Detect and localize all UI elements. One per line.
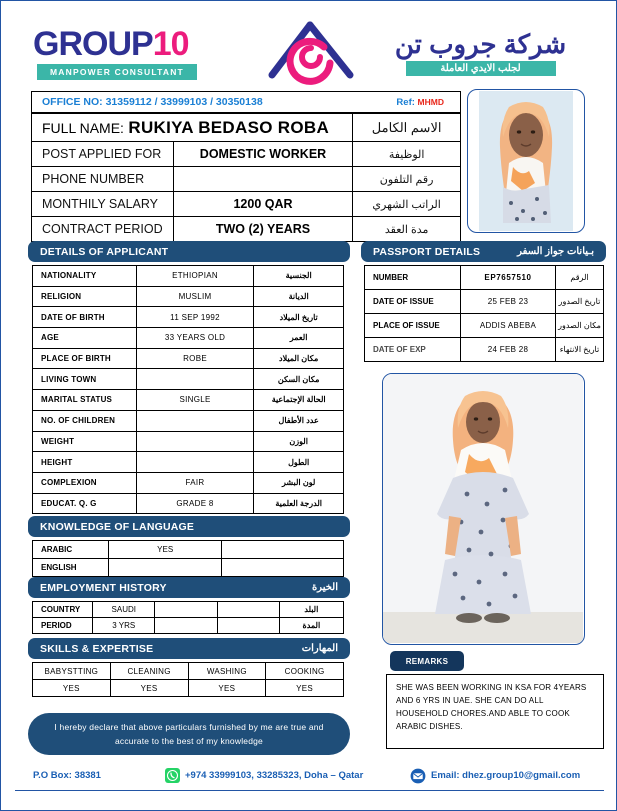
skill-value: YES	[266, 680, 344, 697]
pobox-text: P.O Box: 38381	[33, 770, 101, 781]
employment-label: PERIOD	[33, 618, 93, 634]
section-header-language	[28, 516, 350, 537]
detail-label: RELIGION	[33, 286, 137, 307]
table-row	[33, 410, 344, 431]
employment-value: 3 YRS	[93, 618, 155, 634]
table-row	[365, 266, 604, 290]
employment-arabic: البلد	[279, 602, 343, 618]
fullname-value: RUKIYA BEDASO ROBA	[128, 117, 330, 137]
detail-arabic: الديانة	[254, 286, 344, 307]
detail-value: FAIR	[136, 472, 254, 493]
detail-value: 11 SEP 1992	[136, 307, 254, 328]
full-body-photo	[382, 373, 585, 645]
table-row	[33, 618, 344, 634]
remarks-text: SHE WAS BEEN WORKING IN KSA FOR 4YEARS AND 6 YRS IN UAE. SHE CAN DO ALL HOUSEHOLD CHORES.AND ABLE TO COOK ARABIC DISHES.	[386, 674, 604, 749]
info-arabic: مدة العقد	[353, 217, 461, 242]
detail-value: ETHIOPIAN	[136, 266, 254, 287]
table-row	[33, 541, 344, 559]
info-label: PHONE NUMBER	[32, 167, 174, 192]
table-row	[33, 559, 344, 577]
email-icon	[410, 768, 426, 784]
info-arabic: الراتب الشهري	[353, 192, 461, 217]
arabic-company-name	[365, 30, 604, 77]
section-title-language: KNOWLEDGE OF LANGUAGE	[40, 520, 195, 533]
employment-c4	[217, 602, 279, 618]
info-label: CONTRACT PERIOD	[32, 217, 174, 242]
detail-arabic: مكان الميلاد	[254, 348, 344, 369]
passport-label: NUMBER	[365, 266, 461, 290]
detail-arabic: الحالة الإجتماعية	[254, 390, 344, 411]
table-row	[33, 472, 344, 493]
skills-table	[32, 662, 344, 697]
detail-arabic: لون البشر	[254, 472, 344, 493]
table-row	[33, 680, 344, 697]
detail-arabic: الدرجة العلمية	[254, 493, 344, 514]
detail-label: NO. OF CHILDREN	[33, 410, 137, 431]
fullname-cell	[32, 114, 353, 142]
logo-wordmark	[33, 24, 255, 63]
detail-label: WEIGHT	[33, 431, 137, 452]
table-row	[32, 217, 461, 242]
detail-value: SINGLE	[136, 390, 254, 411]
language-extra	[222, 559, 344, 577]
detail-label: LIVING TOWN	[33, 369, 137, 390]
passport-photo	[467, 89, 585, 233]
detail-label: HEIGHT	[33, 452, 137, 473]
employment-value: SAUDI	[93, 602, 155, 618]
employment-arabic: المدة	[279, 618, 343, 634]
section-title-passport-arabic: بـيانات جواز السفر	[517, 246, 594, 257]
detail-arabic: العمر	[254, 328, 344, 349]
table-row	[32, 192, 461, 217]
passport-arabic: الرقم	[556, 266, 604, 290]
passport-value: 25 FEB 23	[461, 290, 556, 314]
employment-c3	[155, 602, 217, 618]
section-header-employment	[28, 577, 350, 598]
language-table	[32, 540, 344, 577]
section-title-employment: EMPLOYMENT HISTORY	[40, 581, 167, 594]
detail-label: PLACE OF BIRTH	[33, 348, 137, 369]
detail-arabic: تاريخ الميلاد	[254, 307, 344, 328]
footer-email	[410, 768, 580, 784]
applicant-details-table	[32, 265, 344, 514]
arabic-tagline: لجلب الايدي العاملة	[406, 61, 556, 76]
skill-column-header: CLEANING	[110, 663, 188, 680]
detail-value: MUSLIM	[136, 286, 254, 307]
table-row	[33, 493, 344, 514]
table-row	[33, 452, 344, 473]
table-row	[33, 348, 344, 369]
footer-pobox	[15, 770, 165, 781]
section-header-skills	[28, 638, 350, 659]
table-row	[33, 431, 344, 452]
passport-value: EP7657510	[461, 266, 556, 290]
ref-value: MHMD	[417, 96, 444, 107]
detail-value: ROBE	[136, 348, 254, 369]
remarks-header: REMARKS	[390, 651, 464, 671]
detail-label: EDUCAT. Q. G	[33, 493, 137, 514]
passport-details-table	[364, 265, 604, 362]
language-value	[108, 559, 222, 577]
applicant-summary-table	[31, 113, 461, 242]
detail-label: MARITAL STATUS	[33, 390, 137, 411]
skill-value: YES	[188, 680, 266, 697]
detail-value	[136, 452, 254, 473]
language-label: ARABIC	[33, 541, 109, 559]
employment-history-table	[32, 601, 344, 634]
detail-value: 33 YEARS OLD	[136, 328, 254, 349]
page-footer	[15, 761, 604, 791]
info-label: MONTHILY SALARY	[32, 192, 174, 217]
table-row	[33, 328, 344, 349]
passport-label: PLACE OF ISSUE	[365, 314, 461, 338]
employment-label: COUNTRY	[33, 602, 93, 618]
fullname-arabic: الاسم الكامل	[353, 114, 461, 142]
reference-code	[396, 97, 460, 108]
table-row	[33, 369, 344, 390]
section-title-passport: PASSPORT DETAILS	[373, 245, 481, 258]
detail-arabic: الجنسية	[254, 266, 344, 287]
detail-label: DATE OF BIRTH	[33, 307, 137, 328]
section-title-employment-arabic: الخيرة	[311, 582, 338, 593]
passport-label: DATE OF EXP	[365, 338, 461, 362]
section-title-skills-arabic: المهارات	[301, 643, 338, 654]
table-row	[365, 290, 604, 314]
info-value: DOMESTIC WORKER	[173, 142, 353, 167]
info-value	[173, 167, 353, 192]
table-row	[32, 167, 461, 192]
employment-c4	[217, 618, 279, 634]
detail-value	[136, 410, 254, 431]
detail-arabic: عدد الأطفال	[254, 410, 344, 431]
table-row	[33, 390, 344, 411]
language-value: YES	[108, 541, 222, 559]
passport-arabic: تاريخ الصدور	[556, 290, 604, 314]
detail-value: GRADE 8	[136, 493, 254, 514]
detail-label: COMPLEXION	[33, 472, 137, 493]
logo-text-ten: 10	[152, 24, 189, 63]
phone-text: +974 33999103, 33285323, Doha – Qatar	[185, 770, 364, 781]
detail-arabic: الوزن	[254, 431, 344, 452]
table-row	[365, 338, 604, 362]
passport-label: DATE OF ISSUE	[365, 290, 461, 314]
info-value: 1200 QAR	[173, 192, 353, 217]
section-title-skills: SKILLS & EXPERTISE	[40, 642, 154, 655]
table-row-fullname	[32, 114, 461, 142]
office-number-bar	[31, 91, 461, 113]
section-title-applicant: DETAILS OF APPLICANT	[40, 245, 169, 258]
skill-value: YES	[33, 680, 111, 697]
table-row	[33, 286, 344, 307]
passport-arabic: تاريخ الانتهاء	[556, 338, 604, 362]
passport-value: 24 FEB 28	[461, 338, 556, 362]
office-number: OFFICE NO: 31359112 / 33999103 / 30350138	[42, 96, 263, 108]
page-header	[15, 15, 604, 91]
ref-label: Ref:	[396, 96, 415, 108]
info-arabic: الوظيفة	[353, 142, 461, 167]
email-text: Email: dhez.group10@gmail.com	[431, 770, 581, 781]
skill-column-header: BABYSTTING	[33, 663, 111, 680]
fullname-label: FULL NAME:	[42, 119, 124, 136]
language-label: ENGLISH	[33, 559, 109, 577]
company-logo	[15, 24, 255, 80]
whatsapp-icon	[165, 768, 180, 783]
info-arabic: رقم التلفون	[353, 167, 461, 192]
declaration-banner: I hereby declare that above particulars furnished by me are true and accurate to the best of my knowledge	[28, 713, 350, 755]
detail-arabic: الطول	[254, 452, 344, 473]
section-header-passport	[361, 241, 606, 262]
arabic-title: شركة جروب تن	[394, 28, 567, 59]
table-row	[365, 314, 604, 338]
skill-column-header: WASHING	[188, 663, 266, 680]
skill-value: YES	[110, 680, 188, 697]
table-row	[33, 307, 344, 328]
detail-value	[136, 431, 254, 452]
skill-column-header: COOKING	[266, 663, 344, 680]
detail-arabic: مكان السكن	[254, 369, 344, 390]
table-row	[33, 266, 344, 287]
info-label: POST APPLIED FOR	[32, 142, 174, 167]
footer-phone	[165, 768, 410, 783]
logo-text-group: GROUP	[33, 24, 153, 63]
table-row	[33, 602, 344, 618]
section-header-applicant	[28, 241, 350, 262]
detail-value	[136, 369, 254, 390]
detail-label: AGE	[33, 328, 137, 349]
language-extra	[222, 541, 344, 559]
droplet-spiral-icon	[255, 21, 365, 85]
table-row	[32, 142, 461, 167]
table-row-header	[33, 663, 344, 680]
logo-tagline: MANPOWER CONSULTANT	[37, 64, 197, 80]
employment-c3	[155, 618, 217, 634]
info-value: TWO (2) YEARS	[173, 217, 353, 242]
passport-value: ADDIS ABEBA	[461, 314, 556, 338]
detail-label: NATIONALITY	[33, 266, 137, 287]
passport-arabic: مكان الصدور	[556, 314, 604, 338]
